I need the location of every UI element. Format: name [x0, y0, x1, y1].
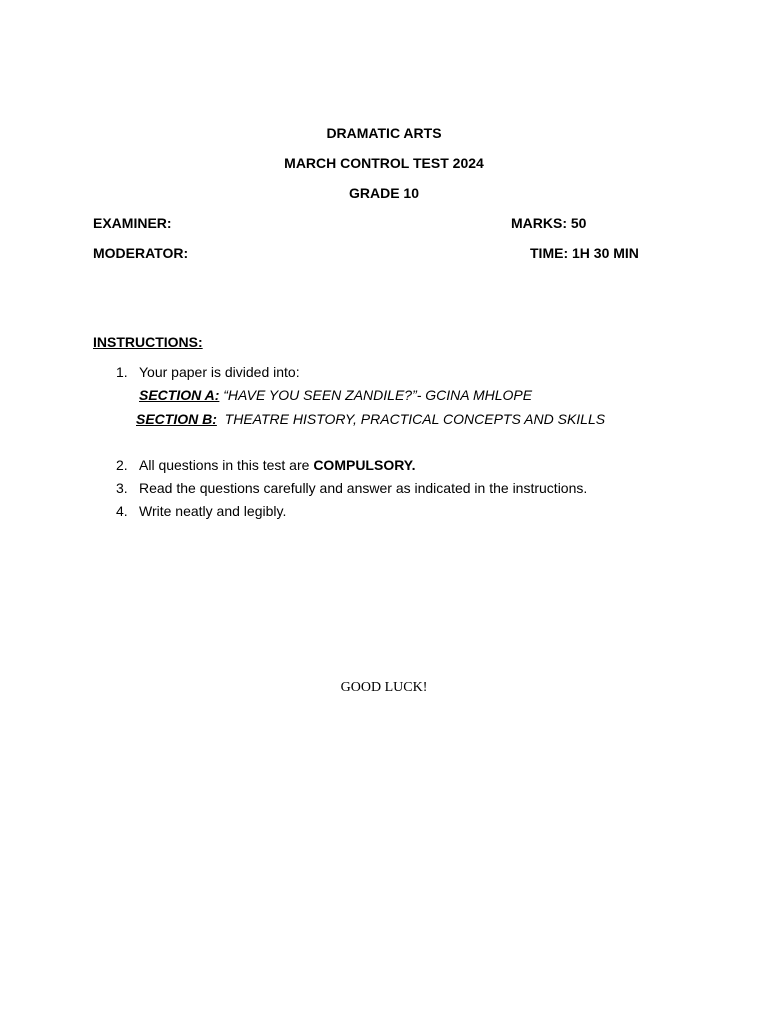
marks-label: MARKS: 50: [511, 215, 587, 231]
section-b-label: SECTION B:: [136, 411, 217, 427]
good-luck-text: GOOD LUCK!: [340, 680, 428, 695]
instruction-number: 2.: [116, 457, 128, 473]
section-a-label: SECTION A:: [139, 387, 220, 403]
section-b-text: THEATRE HISTORY, PRACTICAL CONCEPTS AND SKILLS: [216, 411, 606, 427]
test-title: MARCH CONTROL TEST 2024: [284, 155, 484, 171]
compulsory-emphasis: COMPULSORY.: [313, 457, 416, 473]
instruction-number: 1.: [116, 364, 128, 380]
instruction-text: Read the questions carefully and answer as indicated in the instructions.: [139, 480, 588, 496]
instruction-text-compulsory: [139, 457, 415, 473]
instruction-text: Write neatly and legibly.: [139, 503, 287, 519]
examiner-label: EXAMINER:: [93, 215, 172, 231]
subject-title: DRAMATIC ARTS: [326, 125, 442, 141]
section-a-line: [139, 387, 532, 403]
section-b-line: [136, 411, 605, 427]
instruction-text: Your paper is divided into:: [139, 364, 300, 380]
instruction-number: 3.: [116, 480, 128, 496]
instructions-heading: INSTRUCTIONS:: [93, 334, 203, 350]
grade-title: GRADE 10: [348, 185, 420, 201]
time-label: TIME: 1H 30 MIN: [530, 245, 639, 261]
section-a-text: “HAVE YOU SEEN ZANDILE?”- GCINA MHLOPE: [219, 387, 533, 403]
instruction-number: 4.: [116, 503, 128, 519]
moderator-label: MODERATOR:: [93, 245, 189, 261]
instruction-text: All questions in this test are: [139, 457, 314, 473]
